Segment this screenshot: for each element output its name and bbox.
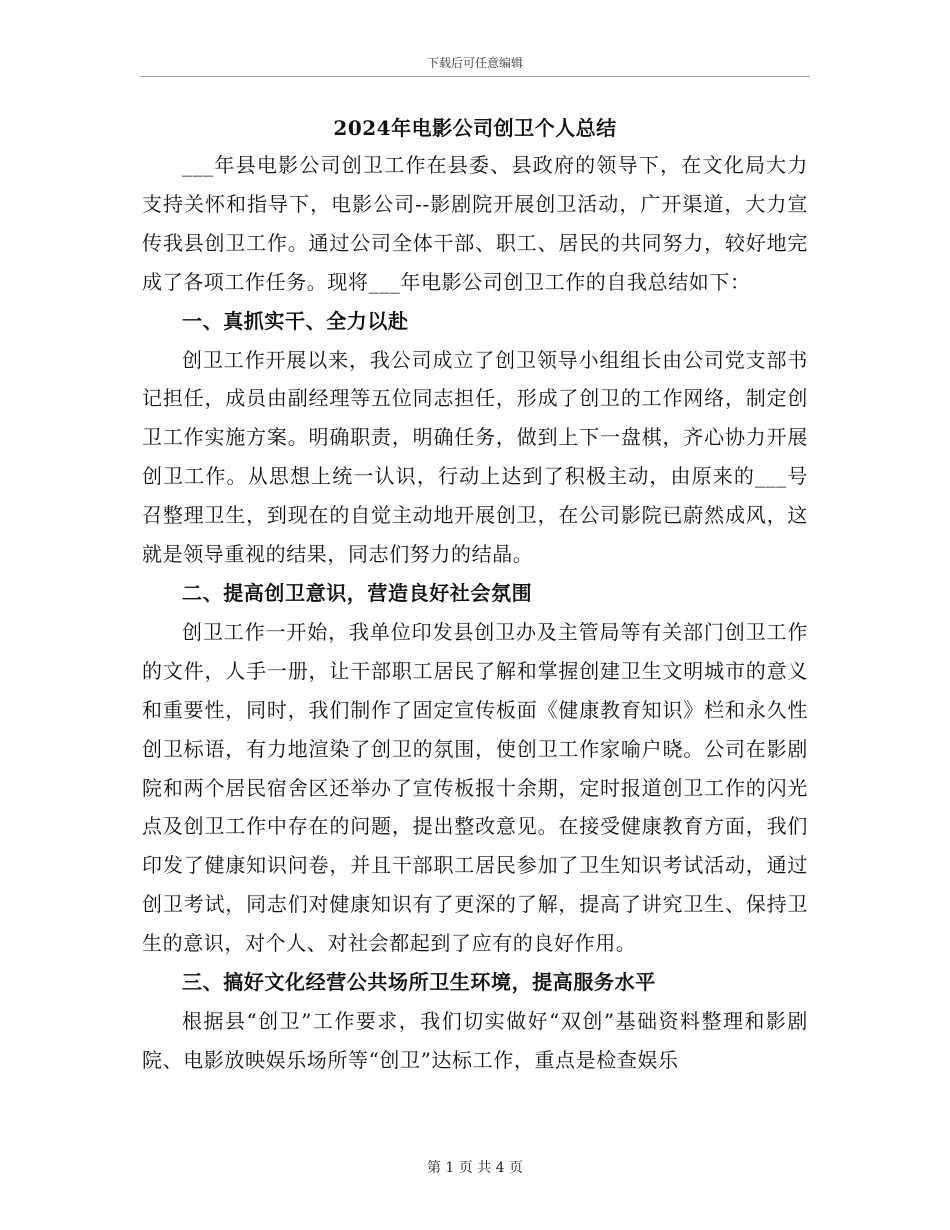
page-number: 第 1 页 共 4 页 — [426, 1160, 524, 1176]
section-2-paragraph: 创卫工作一开始，我单位印发县创卫办及主管局等有关部门创卫工作的文件，人手一册，让干部职工居民了解和掌握创建卫生文明城市的意义和重要性，同时，我们制作了固定宣传板面《健康教育知识》栏和永久性创卫标语，有力地渲染了创卫的氛围，使创卫工作家喻户晓。公司在影剧院和两个居民宿舍区还举办了宣传板报十余期，定时报道创卫工作的闪光点及创卫工作中存在的问题，提出整改意见。在接受健康教育方面，我们印发了健康知识问卷，并且干部职工居民参加了卫生知识考试活动，通过创卫考试，同志们对健康知识有了更深的了解，提高了讲究卫生、保持卫生的意识，对个人、对社会都起到了应有的良好作用。 — [142, 619, 808, 956]
section-3-paragraph: 根据县“创卫”工作要求，我们切实做好“双创”基础资料整理和影剧院、电影放映娱乐场所等“创卫”达标工作，重点是检查娱乐 — [142, 1008, 808, 1072]
header-note: 下载后可任意编辑 — [426, 56, 523, 70]
document-body — [142, 146, 808, 1080]
section-heading-3: 三、搞好文化经营公共场所卫生环境，提高服务水平 — [182, 970, 656, 995]
section-heading-2: 二、提高创卫意识，营造良好社会氛围 — [182, 580, 533, 605]
document-title: 2024年电影公司创卫个人总结 — [333, 116, 617, 140]
intro-paragraph: ___年县电影公司创卫工作在县委、县政府的领导下，在文化局大力支持关怀和指导下，电影公司--影剧院开展创卫活动，广开渠道，大力宣传我县创卫工作。通过公司全体干部、职工、居民的共同努力，较好地完成了各项工作任务。现将___年电影公司创卫工作的自我总结如下： — [142, 153, 808, 294]
header-divider — [140, 76, 810, 77]
section-1-paragraph: 创卫工作开展以来，我公司成立了创卫领导小组组长由公司党支部书记担任，成员由副经理等五位同志担任，形成了创卫的工作网络，制定创卫工作实施方案。明确职责，明确任务，做到上下一盘棋，齐心协力开展创卫工作。从思想上统一认识，行动上达到了积极主动，由原来的___号召整理卫生，到现在的自觉主动地开展创卫，在公司影院已蔚然成风，这就是领导重视的结果，同志们努力的结晶。 — [142, 347, 808, 567]
section-heading-1: 一、真抓实干、全力以赴 — [182, 308, 409, 333]
